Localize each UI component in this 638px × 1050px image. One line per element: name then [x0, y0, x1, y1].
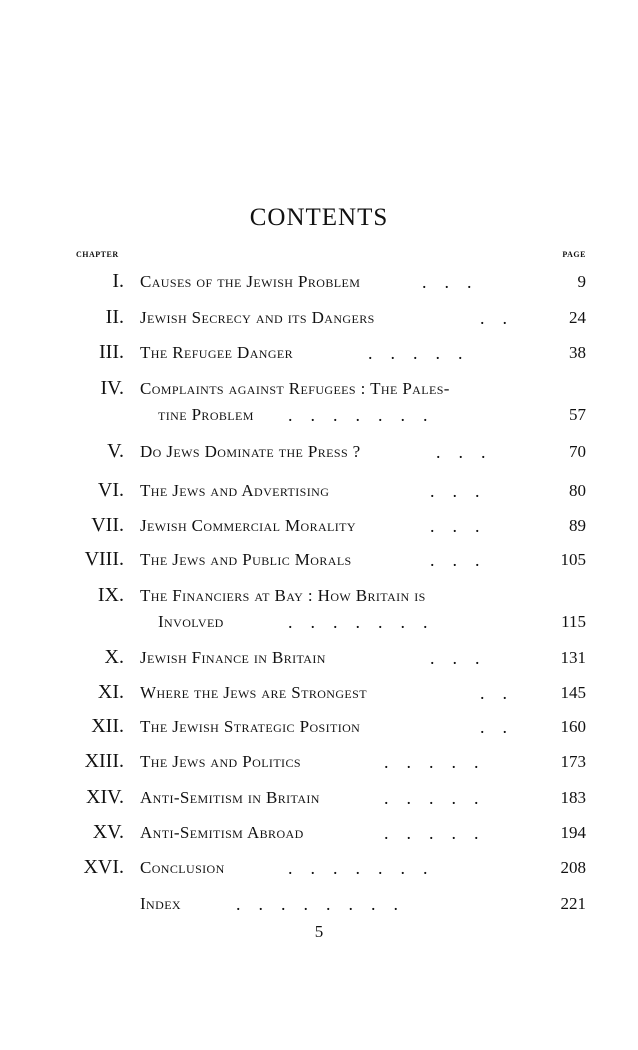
chapter-title-continuation: Involved: [158, 612, 224, 631]
page-number: 80: [569, 481, 586, 500]
toc-entry: [0, 821, 638, 851]
chapter-number: II.: [105, 306, 124, 328]
toc-entry: [0, 479, 638, 509]
chapter-title: Do Jews Dominate the Press ?: [140, 442, 361, 461]
page-number: 89: [569, 516, 586, 535]
dot-leader: . . .: [430, 550, 480, 570]
toc-entry: [0, 681, 638, 711]
dot-leader: . . .: [430, 648, 480, 668]
toc-entry: [0, 750, 638, 780]
dot-leader: . . . . .: [368, 343, 463, 363]
chapter-number: X.: [104, 646, 124, 668]
chapter-title-continuation: tine Problem: [158, 405, 254, 424]
chapter-title: Where the Jews are Strongest: [140, 683, 367, 702]
dot-leader: . .: [480, 308, 507, 328]
chapter-title: The Jewish Strategic Position: [140, 717, 361, 736]
toc-entry: [0, 786, 638, 816]
chapter-title: The Jews and Public Morals: [140, 550, 352, 569]
dot-leader: . . .: [430, 481, 480, 501]
chapter-number: XV.: [92, 821, 124, 843]
page-number: 221: [560, 894, 586, 913]
page-number: 70: [569, 442, 586, 461]
page-number: 194: [560, 823, 586, 842]
toc-entry: [0, 892, 638, 922]
page-number: 145: [560, 683, 586, 702]
toc-entry: [0, 270, 638, 300]
page-folio: 5: [314, 922, 324, 941]
dot-leader: . . . . .: [384, 752, 479, 772]
dot-leader: . . . . . . .: [288, 612, 428, 632]
chapter-number: XII.: [91, 715, 124, 737]
dot-leader: . . . . . . .: [288, 858, 428, 878]
chapter-number: I.: [112, 270, 124, 292]
chapter-title: Causes of the Jewish Problem: [140, 272, 361, 291]
page-number: 9: [577, 272, 586, 291]
toc-entry: [0, 715, 638, 745]
page-number: 38: [569, 343, 586, 362]
page-number: 24: [569, 308, 586, 327]
chapter-number: XIII.: [84, 750, 124, 772]
toc-entry: [0, 440, 638, 470]
dot-leader: . . . . .: [384, 823, 479, 843]
toc-entry: [0, 548, 638, 578]
chapter-number: VII.: [91, 514, 124, 536]
toc-entry-continuation: [0, 610, 638, 640]
chapter-title: Jewish Commercial Morality: [140, 516, 356, 535]
page-number: 160: [560, 717, 586, 736]
chapter-number: V.: [107, 440, 124, 462]
chapter-number: XI.: [97, 681, 124, 703]
dot-leader: . . .: [422, 272, 472, 292]
toc-entry: [0, 341, 638, 371]
page-number: 208: [560, 858, 586, 877]
chapter-title: Conclusion: [140, 858, 225, 877]
chapter-number: IV.: [100, 377, 124, 399]
page-title: CONTENTS: [249, 204, 389, 231]
toc-entry: [0, 856, 638, 886]
page-column-header: PAGE: [562, 250, 586, 259]
chapter-title: Complaints against Refugees : The Pales-: [140, 379, 450, 398]
chapter-number: IX.: [97, 584, 124, 606]
chapter-title: Anti-Semitism Abroad: [140, 823, 304, 842]
chapter-title: Anti-Semitism in Britain: [140, 788, 320, 807]
dot-leader: . .: [480, 683, 507, 703]
dot-leader: . . .: [430, 516, 480, 536]
page-number: 57: [569, 405, 586, 424]
chapter-number: VIII.: [84, 548, 124, 570]
chapter-title: Jewish Secrecy and its Dangers: [140, 308, 375, 327]
chapter-number: VI.: [97, 479, 124, 501]
dot-leader: . . .: [436, 442, 486, 462]
page-number: 105: [560, 550, 586, 569]
dot-leader: . . . . .: [384, 788, 479, 808]
chapter-title: The Jews and Politics: [140, 752, 301, 771]
chapter-number: XIV.: [86, 786, 124, 808]
chapter-title: The Refugee Danger: [140, 343, 294, 362]
chapter-title: The Financiers at Bay : How Britain is: [140, 586, 426, 605]
toc-entry: [0, 646, 638, 676]
toc-entry: [0, 306, 638, 336]
index-title: Index: [140, 894, 181, 913]
dot-leader: . .: [480, 717, 507, 737]
chapter-number: III.: [99, 341, 124, 363]
dot-leader: . . . . . . .: [288, 405, 428, 425]
dot-leader: . . . . . . . .: [236, 894, 398, 914]
page-number: 183: [560, 788, 586, 807]
page-number: 115: [561, 612, 586, 631]
chapter-title: Jewish Finance in Britain: [140, 648, 326, 667]
toc-entry-continuation: [0, 403, 638, 433]
chapter-title: The Jews and Advertising: [140, 481, 330, 500]
chapter-number: XVI.: [83, 856, 124, 878]
page-number: 173: [560, 752, 586, 771]
toc-entry: [0, 514, 638, 544]
chapter-column-header: CHAPTER: [76, 250, 119, 259]
page-number: 131: [560, 648, 586, 667]
